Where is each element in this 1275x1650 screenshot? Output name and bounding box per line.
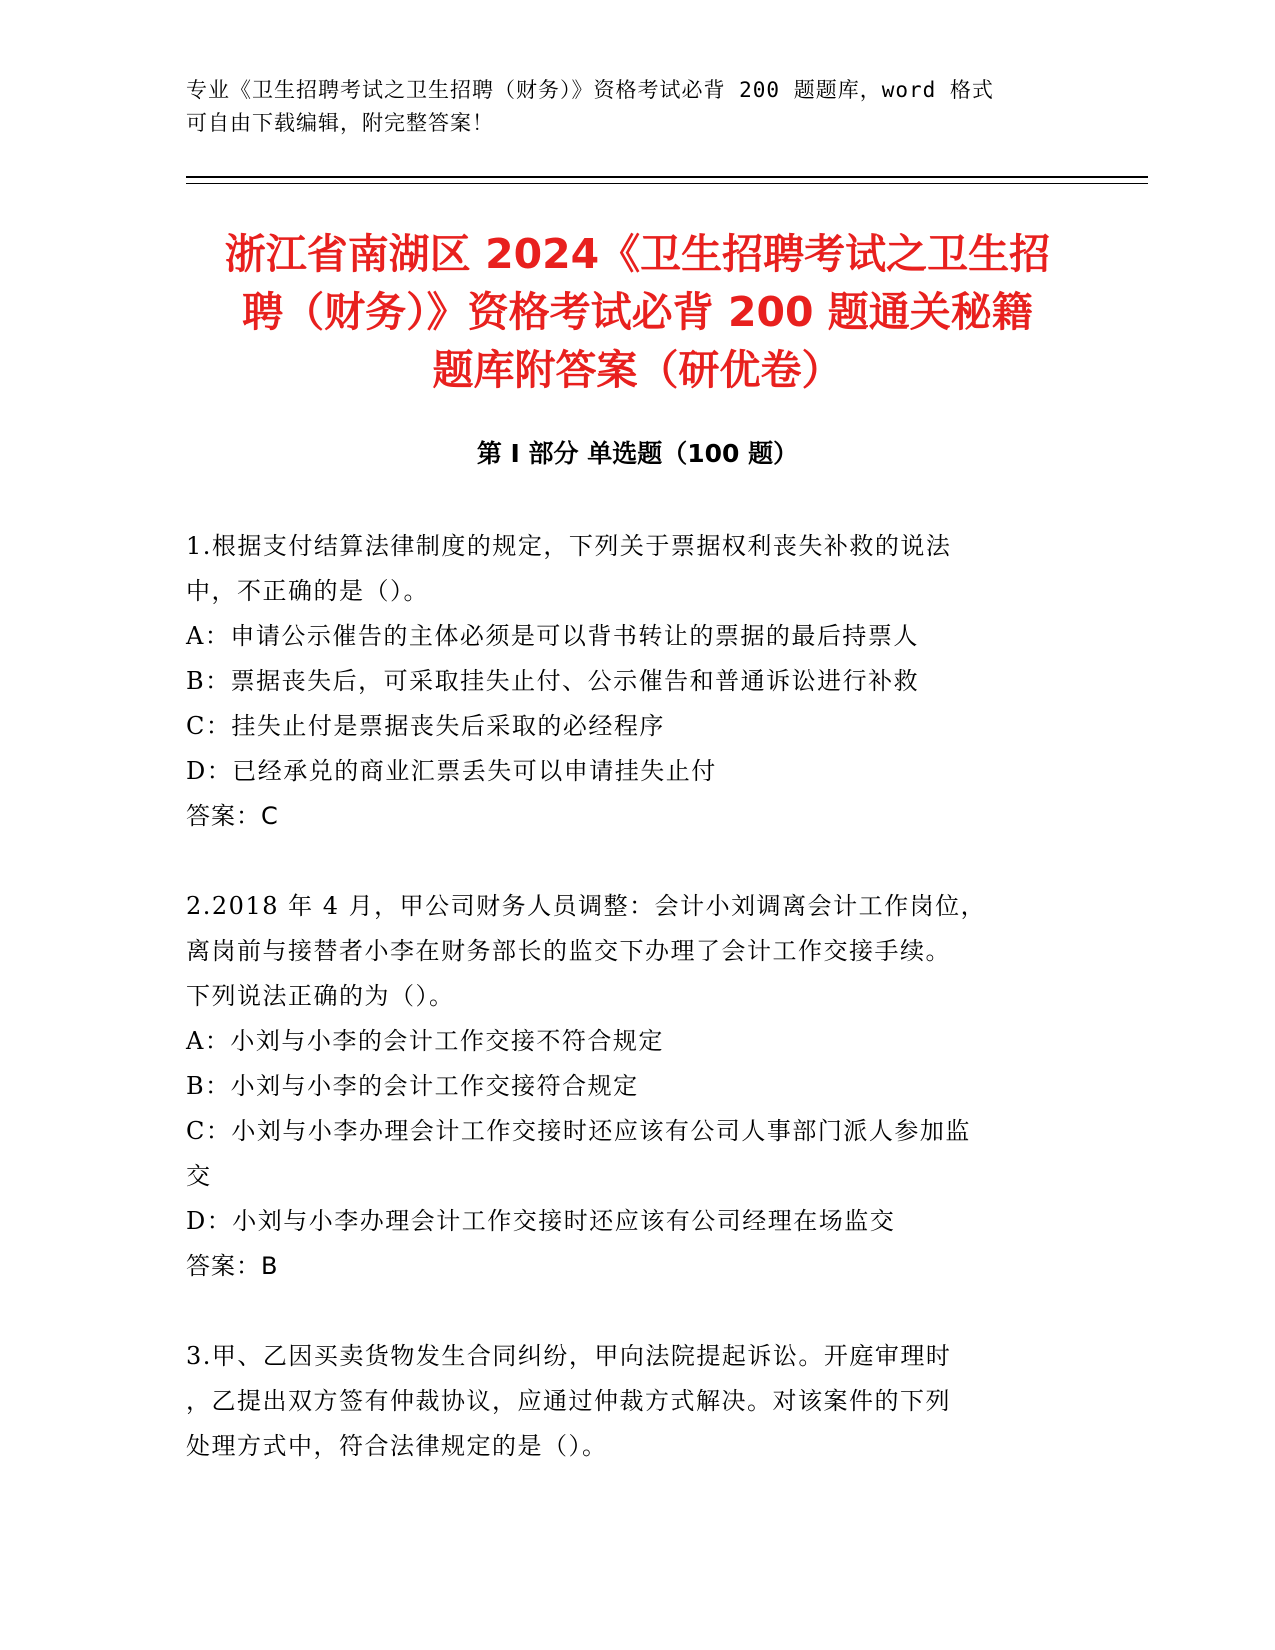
option-c: C：挂失止付是票据丧失后采取的必经程序 [186,712,665,740]
section-heading: 第 I 部分 单选题（100 题） [476,439,799,468]
question-stem-line: 处理方式中，符合法律规定的是（）。 [186,1432,608,1460]
title-line: 聘（财务）》资格考试必背 200 题通关秘籍 [242,288,1033,336]
option-a: A：申请公示催告的主体必须是可以背书转让的票据的最后持票人 [186,622,919,650]
option-b: B：小刘与小李的会计工作交接符合规定 [186,1072,639,1100]
header-divider-thick [186,176,1148,178]
answer-line: 答案：C [186,802,279,830]
option-b: B：票据丧失后，可采取挂失止付、公示催告和普通诉讼进行补救 [186,667,920,695]
document-title [170,225,1105,399]
question-1 [186,524,1066,839]
header-note-line: 可自由下载编辑，附完整答案！ [186,111,494,135]
question-3 [186,1334,1066,1469]
question-stem-line: 3.甲、乙因买卖货物发生合同纠纷，甲向法院提起诉讼。开庭审理时 [186,1342,952,1370]
option-c: C：小刘与小李办理会计工作交接时还应该有公司人事部门派人参加监 [186,1117,971,1145]
option-a: A：小刘与小李的会计工作交接不符合规定 [186,1027,664,1055]
title-line: 题库附答案（研优卷） [432,346,843,394]
header-note [186,74,1066,140]
header-divider-thin [186,183,1148,184]
question-list [186,524,1066,1514]
title-line: 浙江省南湖区 2024《卫生招聘考试之卫生招 [224,230,1051,278]
question-stem-line: 中，不正确的是（）。 [186,577,429,605]
question-stem-line: ，乙提出双方签有仲裁协议，应通过仲裁方式解决。对该案件的下列 [186,1387,951,1415]
question-2 [186,884,1066,1289]
question-stem-line: 离岗前与接替者小李在财务部长的监交下办理了会计工作交接手续。 [186,937,951,965]
question-stem-line: 2.2018 年 4 月，甲公司财务人员调整：会计小刘调离会计工作岗位， [186,892,987,920]
option-d: D：已经承兑的商业汇票丢失可以申请挂失止付 [186,757,717,785]
question-stem-line: 1.根据支付结算法律制度的规定，下列关于票据权利丧失补救的说法 [186,532,952,560]
option-d: D：小刘与小李办理会计工作交接时还应该有公司经理在场监交 [186,1207,896,1235]
header-note-line: 专业《卫生招聘考试之卫生招聘（财务）》资格考试必背 200 题题库，word 格式 [186,78,994,102]
option-c-continued: 交 [186,1162,212,1190]
question-stem-line: 下列说法正确的为（）。 [186,982,455,1010]
answer-line: 答案：B [186,1252,279,1280]
